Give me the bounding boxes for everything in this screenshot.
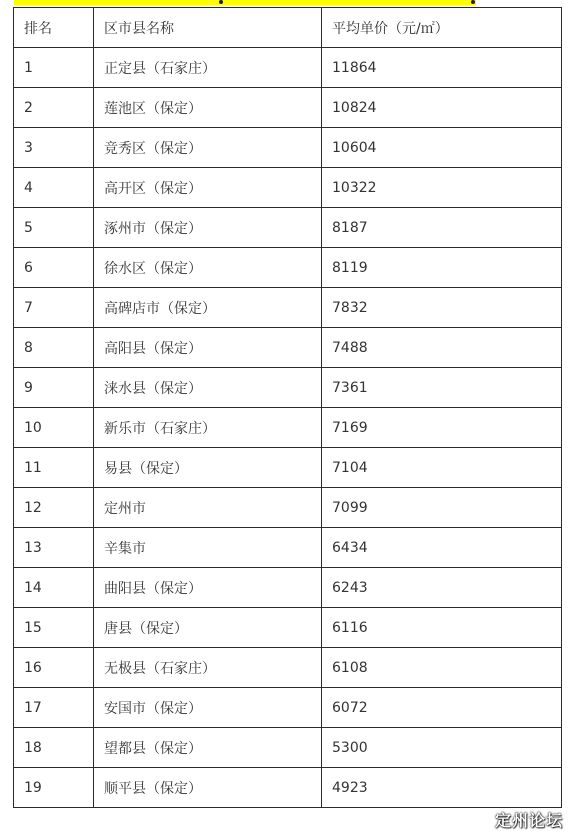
price-cell: 10604 [322, 128, 562, 168]
district-cell: 定州市 [94, 488, 322, 528]
price-cell: 7832 [322, 288, 562, 328]
table-row [14, 368, 562, 408]
rank-cell: 18 [14, 728, 94, 768]
rank-cell: 11 [14, 448, 94, 488]
rank-cell: 1 [14, 48, 94, 88]
price-cell: 8119 [322, 248, 562, 288]
table-row [14, 208, 562, 248]
rank-cell: 17 [14, 688, 94, 728]
price-cell: 7104 [322, 448, 562, 488]
price-cell: 6116 [322, 608, 562, 648]
district-cell: 安国市（保定） [94, 688, 322, 728]
table-row [14, 448, 562, 488]
price-cell: 11864 [322, 48, 562, 88]
table-row [14, 648, 562, 688]
table-row [14, 688, 562, 728]
table-row [14, 128, 562, 168]
price-cell: 8187 [322, 208, 562, 248]
table-row [14, 88, 562, 128]
table-row [14, 288, 562, 328]
header-avg-price: 平均单价（元/㎡） [322, 8, 562, 48]
rank-cell: 8 [14, 328, 94, 368]
rank-cell: 7 [14, 288, 94, 328]
table-row [14, 768, 562, 808]
rank-cell: 16 [14, 648, 94, 688]
district-cell: 顺平县（保定） [94, 768, 322, 808]
table-row [14, 728, 562, 768]
table-row [14, 408, 562, 448]
district-cell: 唐县（保定） [94, 608, 322, 648]
header-district: 区市县名称 [94, 8, 322, 48]
price-cell: 5300 [322, 728, 562, 768]
district-cell: 竞秀区（保定） [94, 128, 322, 168]
district-cell: 涞水县（保定） [94, 368, 322, 408]
rank-cell: 2 [14, 88, 94, 128]
table-row [14, 168, 562, 208]
header-rank: 排名 [14, 8, 94, 48]
rank-cell: 19 [14, 768, 94, 808]
district-cell: 涿州市（保定） [94, 208, 322, 248]
district-cell: 无极县（石家庄） [94, 648, 322, 688]
district-cell: 辛集市 [94, 528, 322, 568]
price-cell: 7169 [322, 408, 562, 448]
price-cell: 10824 [322, 88, 562, 128]
rank-cell: 9 [14, 368, 94, 408]
table-row [14, 608, 562, 648]
price-cell: 4923 [322, 768, 562, 808]
district-cell: 易县（保定） [94, 448, 322, 488]
table-row [14, 48, 562, 88]
price-cell: 6243 [322, 568, 562, 608]
rank-cell: 14 [14, 568, 94, 608]
district-cell: 正定县（石家庄） [94, 48, 322, 88]
price-cell: 10322 [322, 168, 562, 208]
table-body [14, 48, 562, 808]
rank-cell: 15 [14, 608, 94, 648]
district-cell: 徐水区（保定） [94, 248, 322, 288]
rank-cell: 4 [14, 168, 94, 208]
rank-cell: 13 [14, 528, 94, 568]
price-cell: 7488 [322, 328, 562, 368]
district-cell: 莲池区（保定） [94, 88, 322, 128]
price-cell: 7361 [322, 368, 562, 408]
price-cell: 6434 [322, 528, 562, 568]
price-ranking-table [13, 7, 562, 808]
price-cell: 6108 [322, 648, 562, 688]
price-cell: 7099 [322, 488, 562, 528]
table-row [14, 488, 562, 528]
price-cell: 6072 [322, 688, 562, 728]
district-cell: 高开区（保定） [94, 168, 322, 208]
table-header-row [14, 8, 562, 48]
district-cell: 望都县（保定） [94, 728, 322, 768]
district-cell: 高碑店市（保定） [94, 288, 322, 328]
rank-cell: 6 [14, 248, 94, 288]
watermark-text: 定州论坛 [494, 811, 563, 830]
table-row [14, 568, 562, 608]
district-cell: 曲阳县（保定） [94, 568, 322, 608]
table-row [14, 328, 562, 368]
rank-cell: 10 [14, 408, 94, 448]
rank-cell: 3 [14, 128, 94, 168]
table-row [14, 248, 562, 288]
rank-cell: 5 [14, 208, 94, 248]
table-row [14, 528, 562, 568]
top-highlight-bar [14, 0, 476, 5]
district-cell: 新乐市（石家庄） [94, 408, 322, 448]
district-cell: 高阳县（保定） [94, 328, 322, 368]
rank-cell: 12 [14, 488, 94, 528]
